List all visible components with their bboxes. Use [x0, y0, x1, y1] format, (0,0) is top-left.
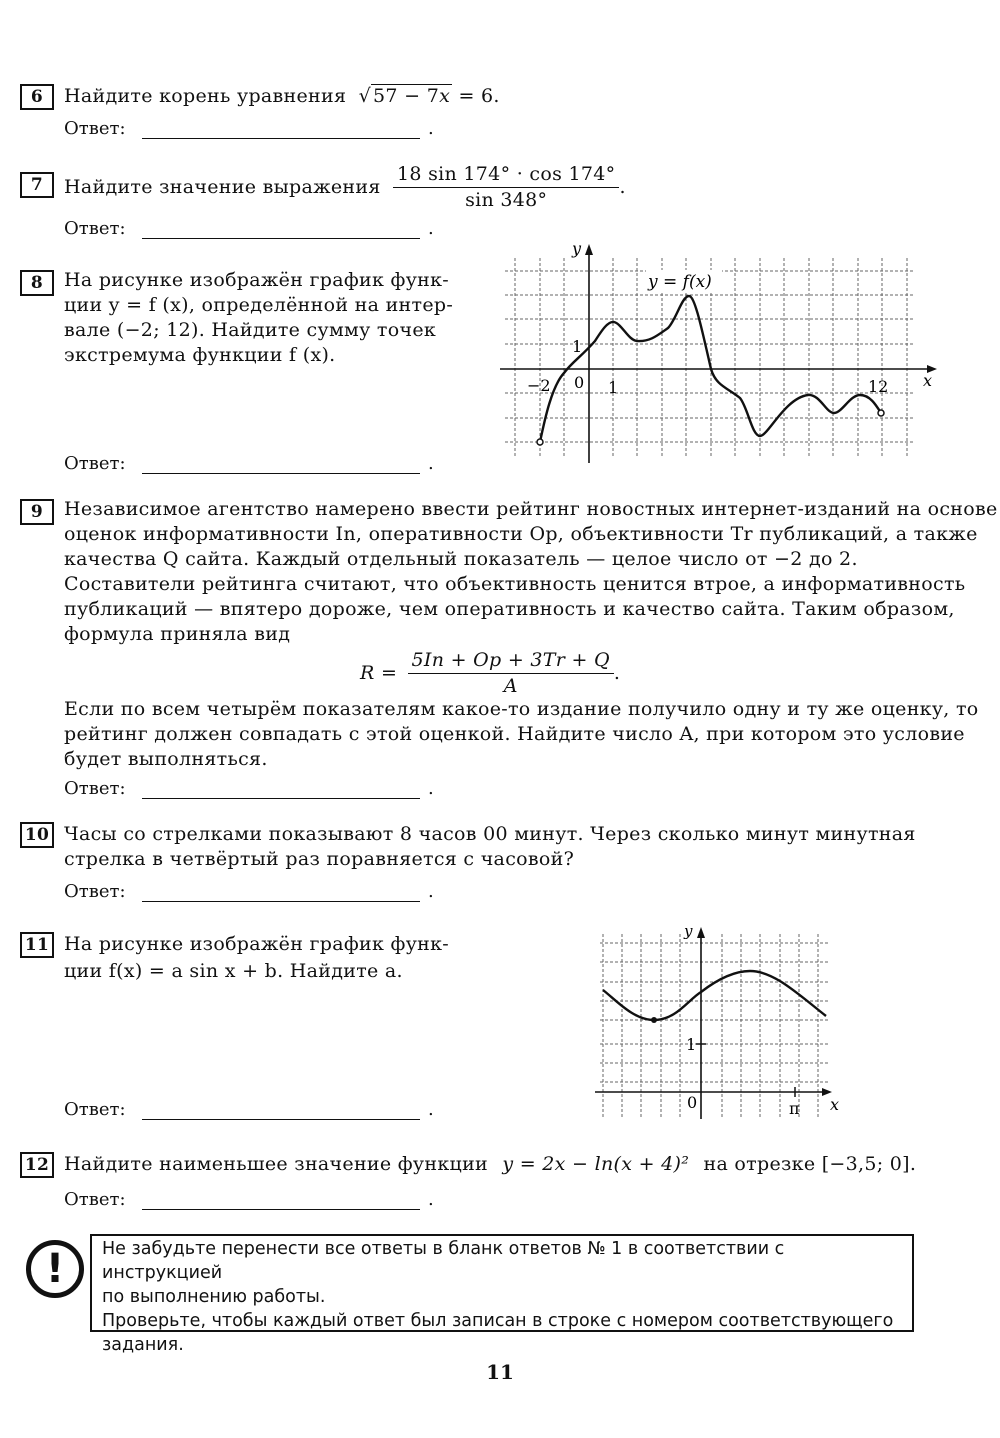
- exclamation-icon: !: [26, 1240, 84, 1298]
- answer-field[interactable]: [142, 138, 420, 139]
- answer-field[interactable]: [142, 1209, 420, 1210]
- task-text: [64, 822, 916, 872]
- answer-row-6: [64, 118, 434, 139]
- answer-field[interactable]: [142, 901, 420, 902]
- formula-rating: [360, 648, 620, 699]
- answer-label: Ответ:: [64, 881, 126, 902]
- notice-box: [90, 1234, 914, 1355]
- notice-line: по выполнению работы.: [102, 1287, 326, 1307]
- answer-dot: .: [428, 453, 434, 474]
- answer-row-7: [64, 218, 434, 239]
- answer-dot: .: [428, 218, 434, 239]
- answer-dot: .: [428, 1099, 434, 1120]
- graph-task-11: [590, 924, 850, 1124]
- task-8-line: ции y = f (x), определённой на интер-: [64, 294, 454, 316]
- y-axis-arrow: [697, 927, 705, 938]
- answer-label: Ответ:: [64, 1099, 126, 1120]
- answer-dot: .: [428, 118, 434, 139]
- task-text: [64, 162, 626, 213]
- answer-field[interactable]: [142, 1119, 420, 1120]
- sine-curve: [603, 971, 826, 1020]
- fraction-tail: .: [619, 176, 626, 198]
- answer-label: Ответ:: [64, 453, 126, 474]
- min-point: [651, 1017, 657, 1023]
- answer-dot: .: [428, 778, 434, 799]
- task-9-line: рейтинг должен совпадать с этой оценкой. Найдите число A, при котором это условие: [64, 723, 965, 745]
- task-number: 11: [20, 932, 54, 958]
- answer-row-12: [64, 1189, 434, 1210]
- y-axis-label: y: [684, 924, 693, 940]
- answer-label: Ответ:: [64, 118, 126, 139]
- task-8-line: На рисунке изображён график функ-: [64, 269, 450, 291]
- task-12-formula: y = 2x − ln(x + 4)²: [502, 1153, 690, 1175]
- task-number: 12: [20, 1152, 54, 1178]
- answer-field[interactable]: [142, 473, 420, 474]
- answer-row-11: [64, 1099, 434, 1120]
- answer-field[interactable]: [142, 238, 420, 239]
- page-number: 11: [486, 1360, 514, 1384]
- graph-task-8: [490, 238, 950, 468]
- task-6-text: Найдите корень уравнения: [64, 85, 347, 107]
- tick-origin: 0: [574, 373, 585, 392]
- task-11-line: ции f(x) = a sin x + b. Найдите a.: [64, 960, 403, 982]
- x-axis-label: x: [923, 371, 933, 390]
- notice-line: Не забудьте перенести все ответы в бланк ответов № 1 в соответствии с инструкцией: [102, 1239, 785, 1283]
- task-10-line: стрелка в четвёртый раз поравняется с часовой?: [64, 848, 575, 870]
- equation-rhs: = 6.: [452, 85, 500, 107]
- y-axis-label: y: [572, 239, 582, 258]
- radicand: 57 − 7: [373, 85, 440, 107]
- fraction-numerator: 18 sin 174° · cos 174°: [393, 162, 619, 188]
- answer-dot: .: [428, 1189, 434, 1210]
- fraction: [393, 162, 619, 213]
- task-11-line: На рисунке изображён график функ-: [64, 933, 450, 955]
- x-axis-label: x: [830, 1095, 840, 1114]
- tick-y-1: 1: [572, 337, 583, 356]
- answer-row-10: [64, 881, 434, 902]
- task-8-line: вале (−2; 12). Найдите сумму точек: [64, 319, 437, 341]
- task-number: 6: [20, 84, 54, 110]
- formula-denominator: A: [503, 675, 518, 697]
- task-7-text: Найдите значение выражения: [64, 176, 381, 198]
- answer-label: Ответ:: [64, 218, 126, 239]
- func-label: y = f(x): [648, 272, 712, 292]
- tick-neg2: −2: [527, 376, 551, 395]
- radicand-var: x: [439, 85, 451, 107]
- notice-line: Проверьте, чтобы каждый ответ был записан в строке с номером соответствующего: [102, 1311, 894, 1331]
- formula-fraction: [408, 648, 614, 699]
- task-text: [64, 497, 998, 647]
- task-9-line: публикаций — впятеро дороже, чем оперативность и качество сайта. Таким образом,: [64, 598, 955, 620]
- answer-label: Ответ:: [64, 1189, 126, 1210]
- answer-label: Ответ:: [64, 778, 126, 799]
- task-text: Найдите корень уравнения √ 57 − 7x = 6.: [64, 85, 500, 107]
- task-9-cont: [64, 697, 979, 772]
- tick-12: 12: [868, 377, 889, 396]
- task-10-line: Часы со стрелками показывают 8 часов 00 минут. Через сколько минут минутная: [64, 823, 916, 845]
- task-text: [64, 932, 449, 984]
- task-9-line: будет выполняться.: [64, 748, 268, 770]
- notice-line: задания.: [102, 1335, 184, 1355]
- open-endpoint-left: [537, 439, 543, 445]
- task-number: 7: [20, 172, 54, 198]
- tick-origin: 0: [687, 1093, 698, 1112]
- tick-pi: π: [789, 1099, 800, 1118]
- task-number: 10: [20, 822, 54, 848]
- tick-x-1: 1: [608, 378, 619, 397]
- fraction-denominator: sin 348°: [465, 189, 548, 211]
- task-9-line: Если по всем четырём показателям какое-то издание получило одну и ту же оценку, то: [64, 698, 979, 720]
- task-12-text: Найдите наименьшее значение функции: [64, 1153, 489, 1175]
- task-9-line: формула приняла вид: [64, 623, 291, 645]
- task-text: [64, 268, 453, 368]
- formula-numerator: 5In + Op + 3Tr + Q: [408, 648, 614, 674]
- task-number: 9: [20, 499, 54, 525]
- tick-y-1: 1: [686, 1035, 697, 1054]
- answer-dot: .: [428, 881, 434, 902]
- task-number: 8: [20, 270, 54, 296]
- task-9-line: Составители рейтинга считают, что объективность ценится втрое, а информативность: [64, 573, 966, 595]
- formula-tail: .: [613, 662, 621, 684]
- answer-row-8: [64, 453, 434, 474]
- task-12-tail: на отрезке [−3,5; 0].: [703, 1153, 917, 1175]
- open-endpoint-right: [878, 410, 884, 416]
- task-text: [64, 1152, 916, 1177]
- task-8-line: экстремума функции f (x).: [64, 344, 336, 366]
- task-9-line: оценок информативности In, оперативности Op, объективности Tr публикаций, а также: [64, 523, 978, 545]
- y-axis-arrow: [585, 244, 593, 255]
- task-9-line: Независимое агентство намерено ввести рейтинг новостных интернет-изданий на основе: [64, 498, 998, 520]
- answer-field[interactable]: [142, 798, 420, 799]
- answer-row-9: [64, 778, 434, 799]
- task-9-line: качества Q сайта. Каждый отдельный показатель — целое число от −2 до 2.: [64, 548, 858, 570]
- formula-lhs: R =: [360, 662, 398, 684]
